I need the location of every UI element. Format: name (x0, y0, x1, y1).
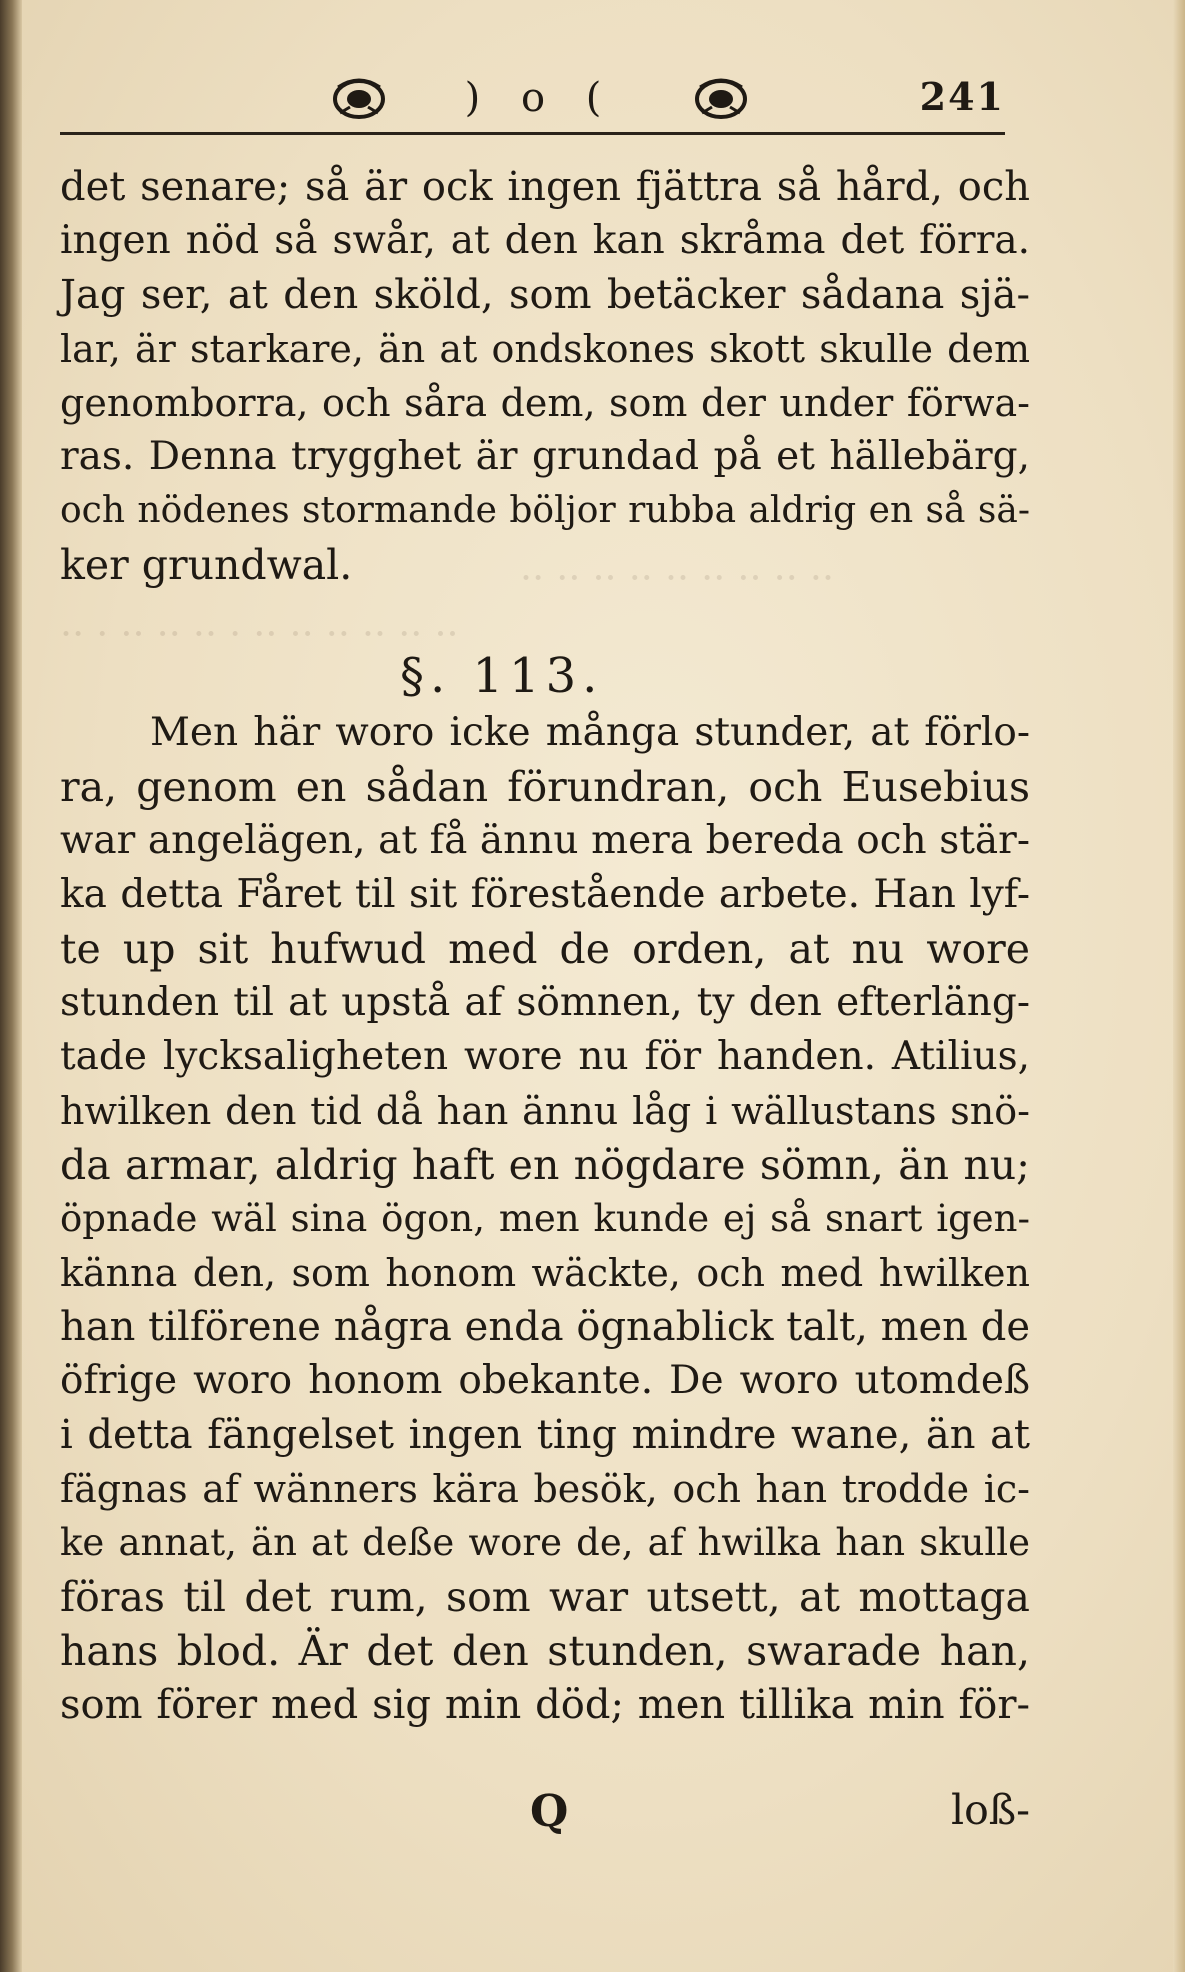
text-line: ker grundwal. (60, 541, 353, 589)
text-line: hwilken den tid då han ännu låg i wällustans snö- (60, 1089, 1030, 1133)
printer-ornament-icon (330, 73, 388, 123)
header-paren-ornament: ) o ( (464, 75, 616, 121)
text-line: öfrige woro honom obekante. De woro utomdeß (60, 1358, 1030, 1403)
text-line: Jag ser, at den sköld, som betäcker sådana sjä- (60, 272, 1030, 318)
header-ornaments (330, 70, 750, 126)
section-heading: §. 113. (400, 648, 604, 704)
text-line: öpnade wäl sina ögon, men kunde ej så snart igen- (60, 1197, 1030, 1240)
text-line: och nödenes stormande böljor rubba aldrig en så sä- (60, 490, 1030, 531)
text-line: känna den, som honom wäckte, och med hwilken (60, 1251, 1030, 1295)
text-line: ka detta Fåret til sit förestående arbete. Han lyf- (60, 872, 1030, 917)
text-line: fägnas af wänners kära besök, och han trodde ic- (60, 1467, 1030, 1511)
text-line: da armar, aldrig haft en nögdare sömn, än nu; (60, 1141, 1030, 1189)
catchword: loß- (950, 1786, 1030, 1834)
printer-ornament-icon (692, 73, 750, 123)
text-line: tade lycksaligheten wore nu för handen. Atilius, (60, 1034, 1030, 1079)
text-line: lar, är starkare, än at ondskones skott skulle dem (60, 327, 1030, 371)
text-line: ingen nöd så swår, at den kan skråma det förra. (60, 218, 1030, 263)
text-line: stunden til at upstå af sömnen, ty den efterläng- (60, 980, 1030, 1025)
bleed-through-text: ·· · ·· ·· ·· · ·· ·· ·· ·· ·· ·· (60, 612, 459, 656)
page-footer (60, 1786, 1030, 1846)
text-line: ra, genom en sådan förundran, och Eusebius (60, 763, 1030, 811)
text-line: genomborra, och såra dem, som der under förwa- (60, 381, 1030, 425)
text-line: ke annat, än at deße wore de, af hwilka han skulle (60, 1521, 1030, 1564)
text-line: föras til det rum, som war utsett, at mottaga (60, 1573, 1030, 1621)
text-line: han tilförene några enda ögnablick talt, men de (60, 1304, 1030, 1350)
text-line: i detta fängelset ingen ting mindre wane, än at (60, 1412, 1030, 1458)
book-spine-shadow (0, 0, 22, 1972)
running-header (60, 70, 1005, 142)
text-line: te up sit hufwud med de orden, at nu wore (60, 925, 1030, 973)
text-line: war angelägen, at få ännu mera bereda och stär- (60, 818, 1030, 863)
paragraph-section-113 (60, 706, 1030, 1732)
page-edge (1173, 0, 1185, 1972)
signature-mark: Q (530, 1786, 569, 1837)
text-line: ras. Denna trygghet är grundad på et hällebärg, (60, 434, 1030, 479)
text-line: Men här woro icke många stunder, at förlo- (150, 710, 1030, 755)
bleed-through-text: ·· ·· ·· ·· ·· ·· ·· ·· ·· (520, 556, 835, 600)
text-line: hans blod. Är det den stunden, swarade han, (60, 1627, 1030, 1675)
paragraph-continued (60, 160, 1030, 592)
page-number: 241 (919, 74, 1005, 119)
text-line: det senare; så är ock ingen fjättra så hård, och (60, 164, 1030, 210)
header-rule (60, 132, 1005, 135)
text-line: som förer med sig min död; men tillika min för- (60, 1682, 1030, 1728)
